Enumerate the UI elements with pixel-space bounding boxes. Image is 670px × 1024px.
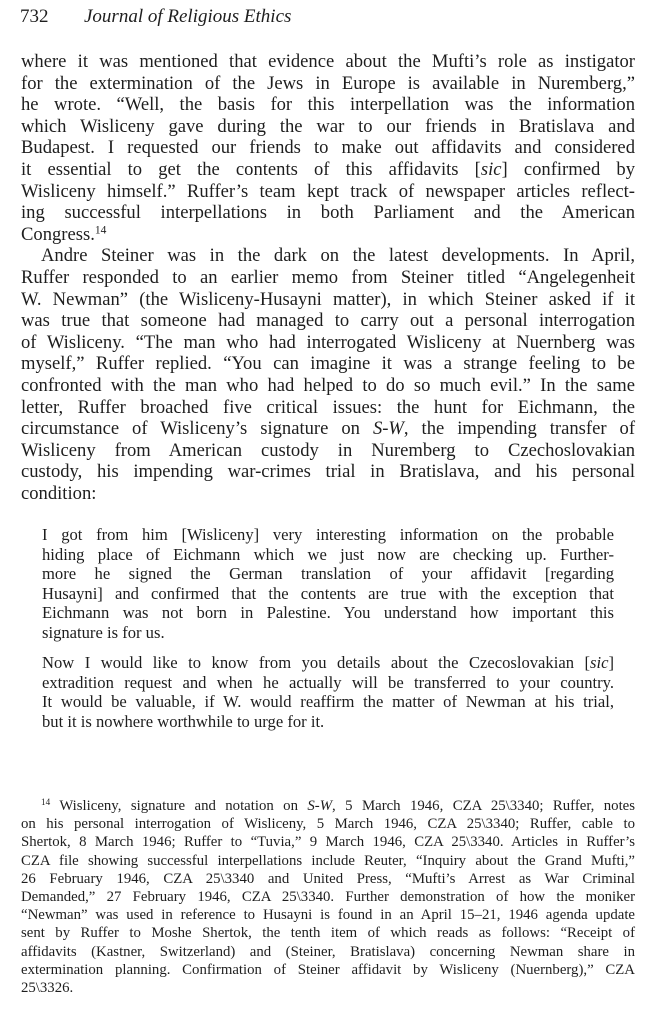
text-line — [21, 418, 635, 440]
block-quote — [42, 653, 614, 731]
text-segment: it essential to get the contents of this affidavits — [21, 158, 475, 180]
quote-line: Husayni] and confirmed that the contents are true with the exception that — [42, 583, 614, 603]
quote-line: I got from him [Wisliceny] very interesting information on the probable — [42, 525, 614, 544]
body-text — [21, 51, 635, 504]
footnote-number: 14 — [41, 796, 51, 807]
sic-marker: [sic] — [474, 158, 508, 180]
document-title-sw: S-W — [307, 798, 333, 814]
text-line: custody, his impending war-crimes trial in Bratislava, and his personal — [21, 461, 635, 483]
running-header — [20, 5, 291, 29]
text-segment: , the impending transfer of — [403, 418, 636, 440]
text-line — [21, 159, 635, 181]
quote-line: extradition request and when he actually will be transferred to your country. — [42, 672, 614, 692]
text-line: of Wisliceny. “The man who had interrogated Wisliceny at Nuernberg was — [21, 331, 635, 353]
quote-line: Eichmann was not born in Palestine. You understand how important this — [42, 603, 614, 623]
footnote-reference[interactable]: 14 — [94, 224, 107, 237]
text-line: myself,” Ruffer replied. “You can imagine it was a strange feeling to be — [21, 353, 635, 375]
footnote-line: “Newman” was used in reference to Husayni is found in an April 15–21, 1946 agenda update — [21, 907, 635, 924]
text-line: Wisliceny from American custody in Nuremberg to Czechoslovakian — [21, 439, 635, 461]
quote-line — [42, 653, 614, 673]
block-quote — [42, 525, 614, 643]
text-line: for the extermination of the Jews in Europe is available in Nuremberg,” — [21, 72, 635, 94]
quote-line: signature is for us. — [42, 622, 165, 642]
footnote-line: on his personal interrogation of Wisliceny, 5 March 1946, CZA 25\3340; Ruffer, cable to — [21, 816, 635, 833]
footnote-line: 25\3326. — [21, 979, 74, 996]
text-line: W. Newman” (the Wisliceny-Husayni matter), in which Steiner asked if it — [21, 288, 635, 310]
footnotes — [21, 797, 635, 997]
text-line: confronted with the man who had helped to do so much evil.” In the same — [21, 374, 635, 396]
text-segment: circumstance of Wisliceny’s signature on — [21, 418, 373, 440]
quote-line: more he signed the German translation of your affidavit [regarding — [42, 564, 614, 584]
text-line: where it was mentioned that evidence about the Mufti’s role as instigator — [21, 51, 635, 72]
sic-marker: [sic] — [584, 653, 614, 672]
paragraph — [21, 51, 635, 245]
text-line: was true that someone had managed to carry out a personal interrogation — [21, 310, 635, 332]
footnote-line: Demanded,” 27 February 1946, CZA 25\3340. Further demonstration of how the moniker — [21, 888, 635, 905]
footnote-line: sent by Ruffer to Moshe Shertok, the tenth item of which reads as follows: “Receipt of — [21, 925, 635, 942]
footnote-line: Shertok, 8 March 1946; Ruffer to “Tuvia,” 9 March 1946, CZA 25\3340. Articles in Ruffer’s — [21, 834, 635, 851]
text-line: Andre Steiner was in the dark on the latest developments. In April, — [41, 245, 635, 267]
footnote-line: CZA file showing successful interpellations include Reuter, “Inquiry about the Grand Mufti,” — [21, 852, 635, 869]
text-line: condition: — [21, 482, 97, 504]
text-segment: confirmed by — [507, 158, 635, 180]
text-segment: , 5 March 1946, CZA 25\3340; Ruffer, notes — [332, 798, 636, 814]
text-line: letter, Ruffer broached five critical issues: the hunt for Eichmann, the — [21, 396, 635, 418]
footnote-line — [21, 797, 635, 815]
journal-title: Journal of Religious Ethics — [84, 6, 292, 27]
text-segment: Wisliceny, signature and notation on — [59, 798, 308, 814]
page-number: 732 — [20, 6, 49, 27]
text-line: he wrote. “Well, the basis for this interpellation was the information — [21, 94, 635, 116]
text-line — [21, 224, 635, 246]
text-line: Ruffer responded to an earlier memo from Steiner titled “Angelegenheit — [21, 266, 635, 288]
footnote-line: affidavits (Kastner, Switzerland) and (Steiner, Bratislava) concerning Newman share in — [21, 943, 635, 960]
text-line: which Wisliceny gave during the war to our friends in Bratislava and — [21, 115, 635, 137]
text-segment: Now I would like to know from you details about the Czecoslovakian — [42, 653, 585, 672]
footnote-line: 26 February 1946, CZA 25\3340 and United Press, “Mufti’s Arrest as War Criminal — [21, 870, 635, 887]
footnote-line: extermination planning. Confirmation of Steiner affidavit by Wisliceny (Nuernberg),” CZA — [21, 961, 635, 978]
text-line: ing successful interpellations in both Parliament and the American — [21, 202, 635, 224]
text-segment: Congress. — [21, 223, 95, 245]
quote-line: but it is nowhere worthwhile to urge for it. — [42, 711, 325, 731]
text-line: Budapest. I requested our friends to make out affidavits and considered — [21, 137, 635, 159]
text-line: Wisliceny himself.” Ruffer’s team kept track of newspaper articles reflect- — [21, 180, 635, 202]
document-title-sw: S-W — [372, 418, 404, 440]
paragraph — [21, 245, 635, 504]
quote-line: It would be valuable, if W. would reaffirm the matter of Newman at his trial, — [42, 692, 614, 712]
quote-line: hiding place of Eichmann which we just now are checking up. Further- — [42, 544, 614, 564]
